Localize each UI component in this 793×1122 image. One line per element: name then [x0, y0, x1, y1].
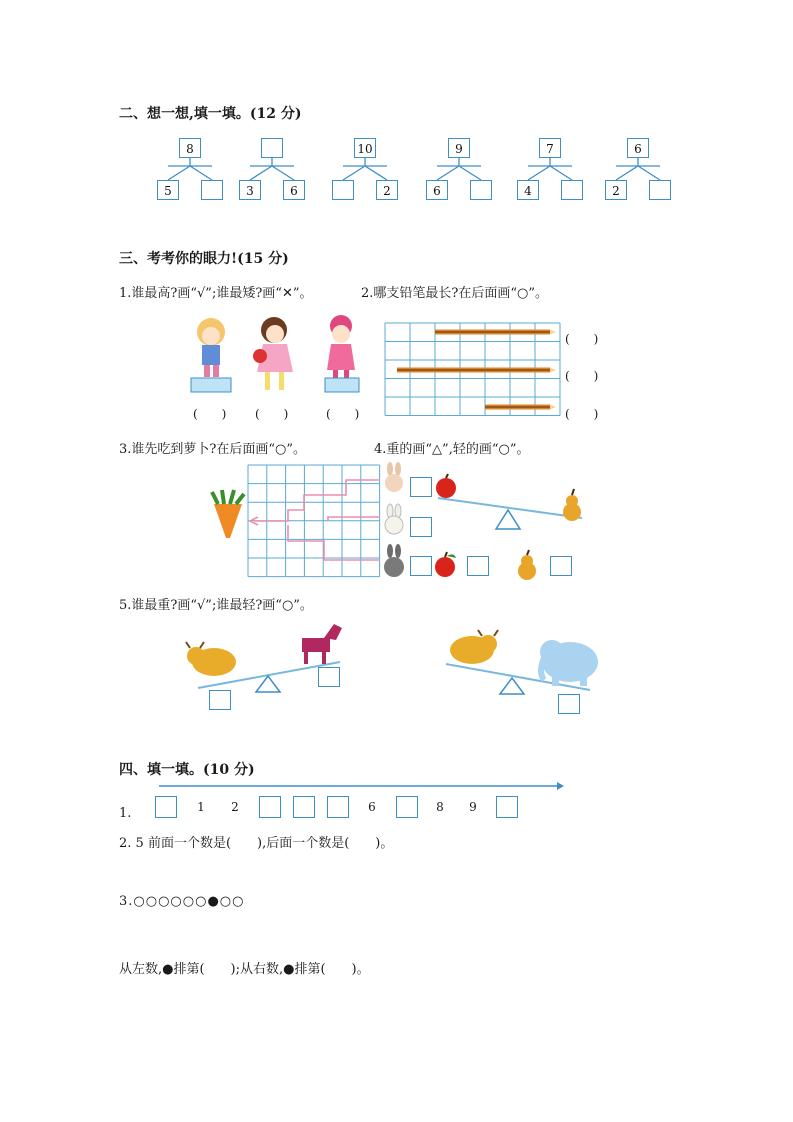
paren-pencil-2: ( ) — [565, 369, 599, 383]
bond-top-box[interactable]: 7 — [539, 138, 561, 158]
pencil-grid — [385, 323, 565, 418]
bond-left-box[interactable]: 6 — [426, 180, 448, 200]
girls-illustration — [185, 312, 385, 392]
bond-right-box[interactable] — [201, 180, 223, 200]
bond-right-box[interactable] — [561, 180, 583, 200]
rabbit-1-icon — [385, 462, 403, 492]
bond-left-box[interactable]: 3 — [239, 180, 261, 200]
number-line-number: 1 — [197, 800, 205, 814]
number-line-blank-box[interactable] — [327, 796, 349, 818]
paren-girl-1: ( ) — [193, 407, 227, 421]
carrot-icon — [208, 490, 248, 540]
question-4-3-answer: 从左数,●排第( );从右数,●排第( )。 — [119, 962, 370, 977]
bond-top-box[interactable]: 6 — [627, 138, 649, 158]
question-4-2: 2. 5 前面一个数是( ),后面一个数是( )。 — [119, 836, 394, 851]
section-3-title: 三、考考你的眼力!(15 分) — [119, 251, 289, 267]
bond-right-box[interactable] — [649, 180, 671, 200]
bond-right-box[interactable]: 6 — [283, 180, 305, 200]
pear-icon — [514, 550, 540, 582]
horse-icon — [302, 624, 342, 664]
question-3-5: 5.谁最重?画“√”;谁最轻?画“○”。 — [119, 598, 313, 613]
section-4-title: 四、填一填。(10 分) — [119, 762, 255, 778]
number-line-blank-box[interactable] — [155, 796, 177, 818]
girl-1-icon — [191, 318, 231, 392]
rabbit-2-icon — [385, 504, 403, 534]
number-line-blank-box[interactable] — [259, 796, 281, 818]
paren-pencil-3: ( ) — [565, 407, 599, 421]
answer-box-elephant[interactable] — [558, 694, 580, 714]
girl-2-icon — [253, 317, 293, 390]
paren-girl-3: ( ) — [326, 407, 360, 421]
rabbit-3-icon — [384, 544, 404, 577]
answer-box-rabbit-2[interactable] — [410, 517, 432, 537]
answer-box-rabbit-3[interactable] — [410, 556, 432, 576]
girl-3-icon — [325, 315, 359, 392]
scale-apple-pear — [432, 474, 592, 534]
bond-top-box[interactable]: 9 — [448, 138, 470, 158]
bond-right-box[interactable]: 2 — [376, 180, 398, 200]
question-3-4: 4.重的画“△”,轻的画“○”。 — [374, 442, 530, 457]
rabbits-illustration — [382, 463, 408, 581]
bond-top-box[interactable]: 10 — [354, 138, 376, 158]
bond-top-box[interactable]: 8 — [179, 138, 201, 158]
paren-pencil-1: ( ) — [565, 332, 599, 346]
question-3-3: 3.谁先吃到萝卜?在后面画“○”。 — [119, 442, 307, 457]
bond-top-box[interactable] — [261, 138, 283, 158]
answer-box-pear[interactable] — [550, 556, 572, 576]
number-line-blank-box[interactable] — [293, 796, 315, 818]
apple-icon — [436, 478, 456, 498]
question-3-1: 1.谁最高?画“√”;谁最矮?画“✕”。 — [119, 286, 313, 301]
question-4-1-label: 1. — [119, 806, 132, 821]
maze-grid — [248, 465, 380, 577]
number-line-number: 6 — [368, 800, 376, 814]
scale-ox-elephant — [440, 620, 610, 700]
answer-box-apple[interactable] — [467, 556, 489, 576]
bond-right-box[interactable] — [470, 180, 492, 200]
bond-left-box[interactable] — [332, 180, 354, 200]
section-2-title: 二、想一想,填一填。(12 分) — [119, 106, 302, 122]
pear-icon — [563, 489, 581, 521]
answer-box-ox-left[interactable] — [209, 690, 231, 710]
number-line-number: 9 — [469, 800, 477, 814]
apple-icon — [432, 552, 462, 580]
number-line-number: 8 — [436, 800, 444, 814]
elephant-icon — [540, 640, 598, 686]
bond-left-box[interactable]: 2 — [605, 180, 627, 200]
ox-icon — [186, 642, 236, 676]
question-4-3: 3.○○○○○○●○○ — [119, 894, 245, 909]
bond-left-box[interactable]: 4 — [517, 180, 539, 200]
answer-box-rabbit-1[interactable] — [410, 477, 432, 497]
answer-box-horse[interactable] — [318, 667, 340, 687]
number-line-arrow — [159, 781, 564, 791]
question-3-2: 2.哪支铅笔最长?在后面画“○”。 — [361, 286, 549, 301]
number-line-blank-box[interactable] — [496, 796, 518, 818]
paren-girl-2: ( ) — [255, 407, 289, 421]
bond-left-box[interactable]: 5 — [157, 180, 179, 200]
ox-icon — [450, 630, 498, 664]
number-line-blank-box[interactable] — [396, 796, 418, 818]
number-line-number: 2 — [231, 800, 239, 814]
